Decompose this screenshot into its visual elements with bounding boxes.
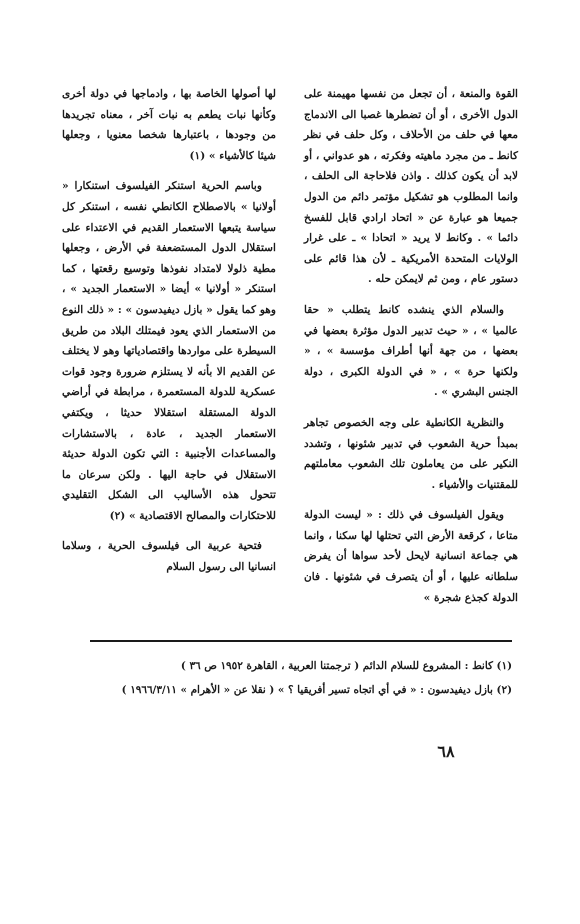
left-column-paragraph-2: وباسم الحرية استنكر الفيلسوف استنكارا « أولانيا » بالاصطلاح الكانطي نفسه ، استنكر كل سياسة يتبعها الاستعمار القديم في الاعتداء على استقلال الدول المستضعفة في الأرض ، وجعلها مطية ذلولا لامتداد نفوذها وتوسيع رقعتها ، كما استنكر « أولانيا » أيضا « الاستعمار الجديد » ، وهو كما يقول « بازل ديفيدسون » : « ذلك النوع من الاستعمار الذي يعود فيمتلك البلاد من طريق السيطرة على مواردها واقتصادياتها وهو لا يختلف عن القديم الا بأنه لا يستلزم ضرورة وجود قوات عسكرية للدولة المستعمرة ، مرابطة في أراضي الدولة المستقلة استقلالا حديثا ، ويكتفي الاستعمار الجديد ، عادة ، بالاستشارات والمساعدات الأجنبية : التي تكون الدولة حديثة الاستقلال في حاجة اليها . ولكن سرعان ما تتحول هذه الأساليب الى الشكل التقليدي للاحتكارات والمصالح الاقتصادية » (٢): [62, 180, 276, 522]
footnote-separator: [90, 640, 512, 642]
right-column-paragraph-3: والنظرية الكانطية على وجه الخصوص تجاهر بمبدأ حرية الشعوب في تدبير شئونها ، وتشدد النكير على من يعاملون تلك الشعوب معاملتهم للمقتنيات والأشياء .: [304, 416, 518, 491]
footnotes: [90, 654, 512, 702]
left-column: [62, 84, 276, 624]
right-column-paragraph-1: القوة والمنعة ، أن تجعل من نفسها مهيمنة على الدول الأخرى ، أو أن تضطرها غصبا الى الاندماج معها في حلف من الأحلاف ، وكل حلف في نظر كانط ـ من مجرد ماهيته وفكرته ، هو عدواني ، أو لابد أن يكون كذلك . واذن فلاحاجة الى الحلف ، وانما المطلوب هو تشكيل مؤتمر دائم من الدول جميعا هو عبارة عن « اتحاد ارادي قابل للفسخ دائما » . وكانط لا يريد « اتحادا » ـ على غرار الولايات المتحدة الأمريكية ـ لأن هذا قائم على دستور عام ، ومن ثم لايمكن حله .: [304, 88, 518, 286]
text-columns: [62, 84, 518, 624]
left-column-paragraph-1: لها أصولها الخاصة بها ، وادماجها في دولة أخرى وكأنها نبات يطعم به نبات آخر ، معناه تجريدها من وجودها ، باعتبارها شخصا معنويا ، وجعلها شيئا كالأشياء » (١): [62, 88, 276, 162]
footnote-2: (٢) بازل ديفيدسون : « في أي اتجاه تسير أفريقيا ؟ » ( نقلا عن « الأهرام » ١٩٦٦/٣/١١ ): [121, 684, 512, 696]
page-number: ٦٨: [437, 742, 455, 761]
left-column-paragraph-3: فتحية عربية الى فيلسوف الحرية ، وسلاما انسانيا الى رسول السلام: [62, 540, 276, 574]
right-column: [304, 84, 518, 624]
footnote-1: (١) كانط : المشروع للسلام الدائم ( ترجمتنا العربية ، القاهرة ١٩٥٢ ص ٣٦ ): [180, 660, 512, 672]
right-column-paragraph-4: ويقول الفيلسوف في ذلك : « ليست الدولة متاعا ، كرقعة الأرض التي تحتلها لها سكنا ، وانما هي جماعة انسانية لايحل لأحد سواها أن يفرض سلطانه عليها ، أو أن يتصرف في شئونها . فان الدولة كجذع شجرة »: [304, 509, 518, 604]
right-column-paragraph-2: والسلام الذي ينشده كانط يتطلب « حقا عالميا » ، « حيث تدبير الدول مؤثرة بعضها في بعضها ، من جهة أنها أطراف مؤسسة » ، « ولكنها حرة » ، « في الدولة الكبرى ، دولة الجنس البشري » .: [304, 303, 518, 399]
